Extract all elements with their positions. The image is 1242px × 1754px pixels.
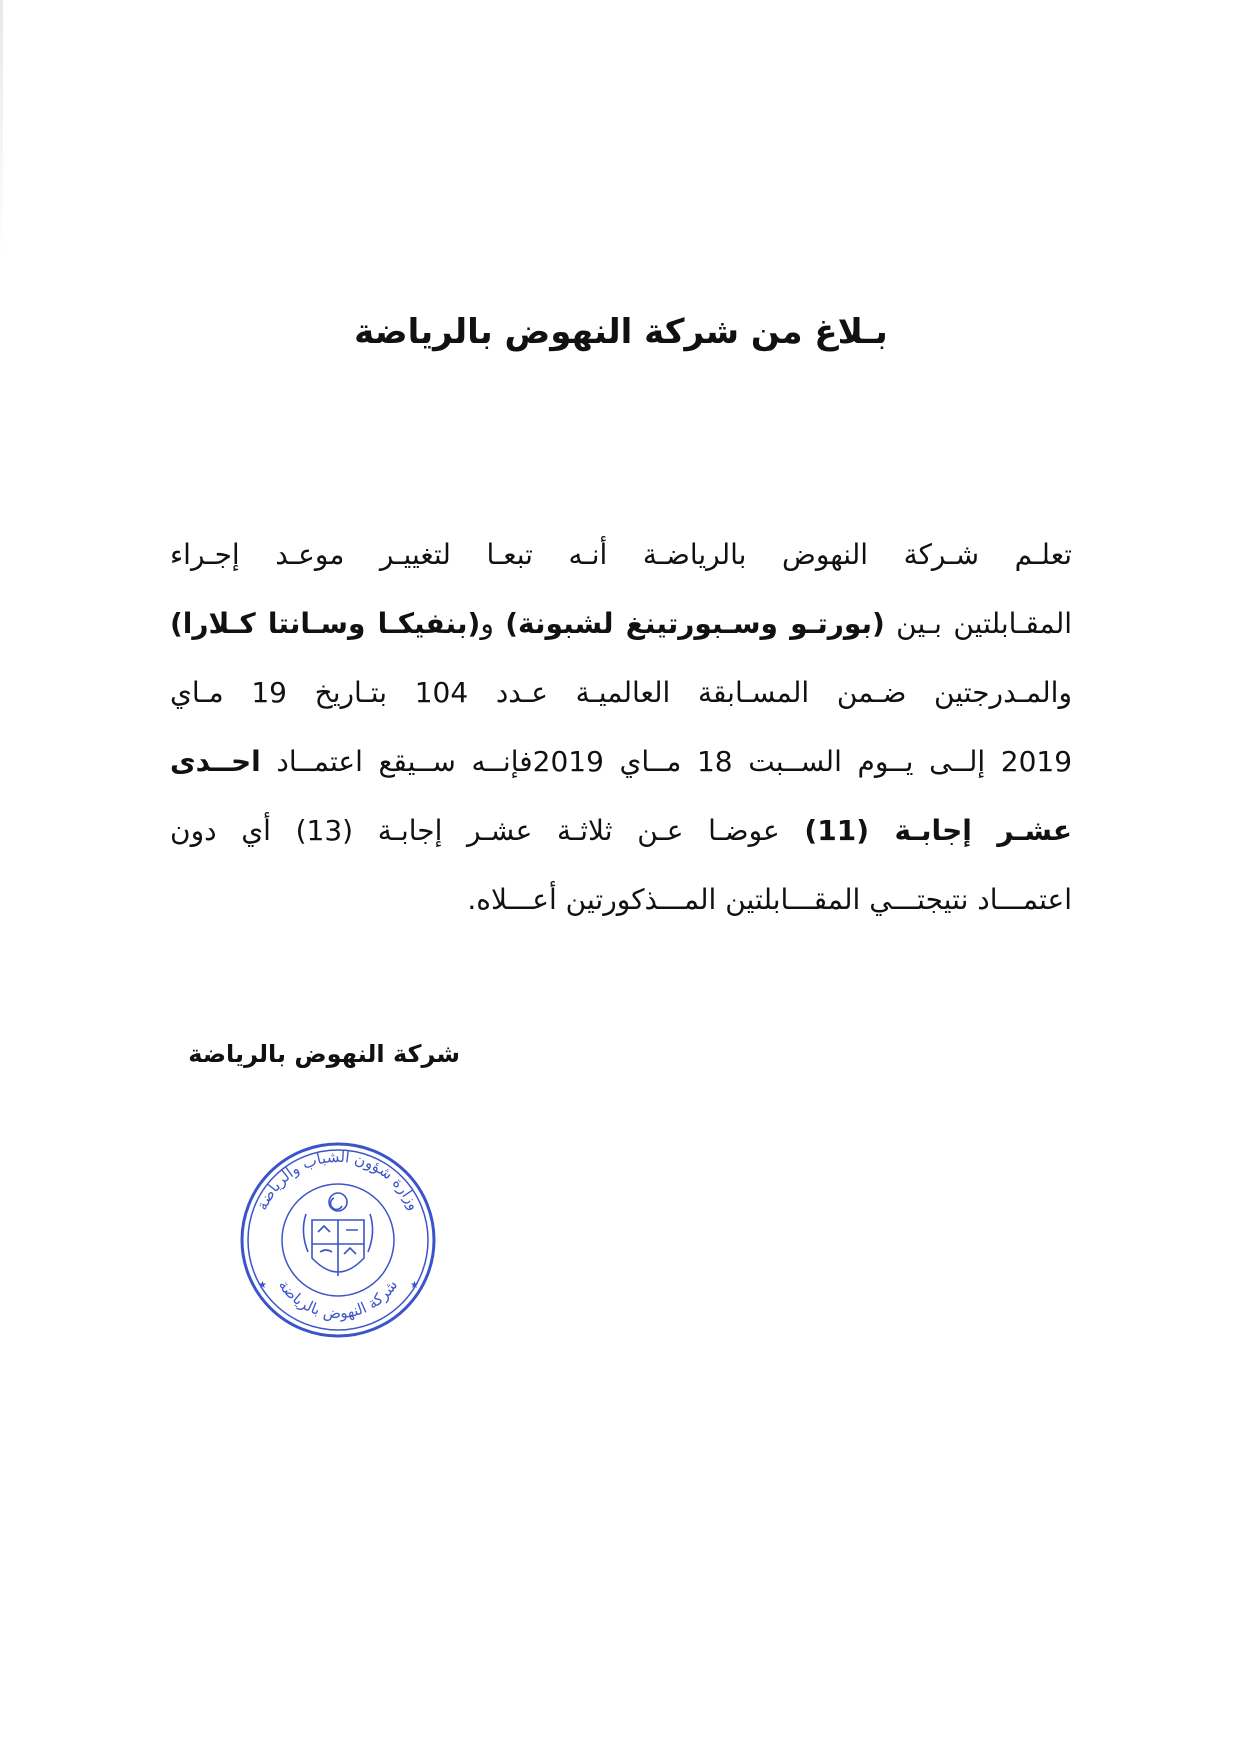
announcement-paragraph — [170, 520, 1072, 934]
svg-text:★: ★ — [410, 1280, 419, 1291]
paragraph-line — [170, 727, 1072, 796]
emphasis-text: عشـر إجابـة (11) — [804, 814, 1072, 847]
document-title: بـلاغ من شركة النهوض بالرياضة — [354, 312, 888, 352]
paragraph-line: والمـدرجتين ضـمن المسـابقة العالميـة عـدد 104 بتـاريخ 19 مـاي — [170, 676, 1072, 709]
svg-text:★: ★ — [258, 1280, 267, 1291]
coat-of-arms-icon — [303, 1193, 372, 1276]
paragraph-line: اعتمـــاد نتيجتـــي المقـــابلتين المـــذكورتين أعـــلاه. — [467, 883, 1072, 916]
paragraph-text: عوضـا عـن ثلاثـة عشـر إجابـة (13) أي دون — [170, 814, 805, 847]
scan-edge-shadow — [0, 0, 3, 260]
paragraph-line — [170, 796, 1072, 865]
emphasis-text: احــدى — [170, 745, 261, 778]
stamp-bottom-text: شركة النهوض بالرياضة — [274, 1276, 402, 1323]
match-benfica-santa-clara: (بنفيكـا وسـانتا كـلارا) — [170, 607, 481, 640]
paragraph-text: المقـابلتين بـين — [884, 607, 1073, 640]
paragraph-line: تعلـم شـركة النهوض بالرياضـة أنـه تبعـا لتغييـر موعـد إجـراء — [170, 538, 1072, 571]
paragraph-line — [170, 589, 1072, 658]
stamp-top-text: وزارة شؤون الشباب والرياضة — [252, 1147, 424, 1213]
signature-line: شركة النهوض بالرياضة — [188, 1040, 460, 1068]
paragraph-text: و — [480, 607, 506, 640]
official-stamp — [238, 1140, 438, 1340]
match-porto-sporting: (بورتـو وسـبورتينغ لشبونة) — [505, 607, 885, 640]
paragraph-text: 2019 إلــى يــوم الســبت 18 مــاي 2019فإنــه ســيقع اعتمــاد — [260, 745, 1073, 778]
